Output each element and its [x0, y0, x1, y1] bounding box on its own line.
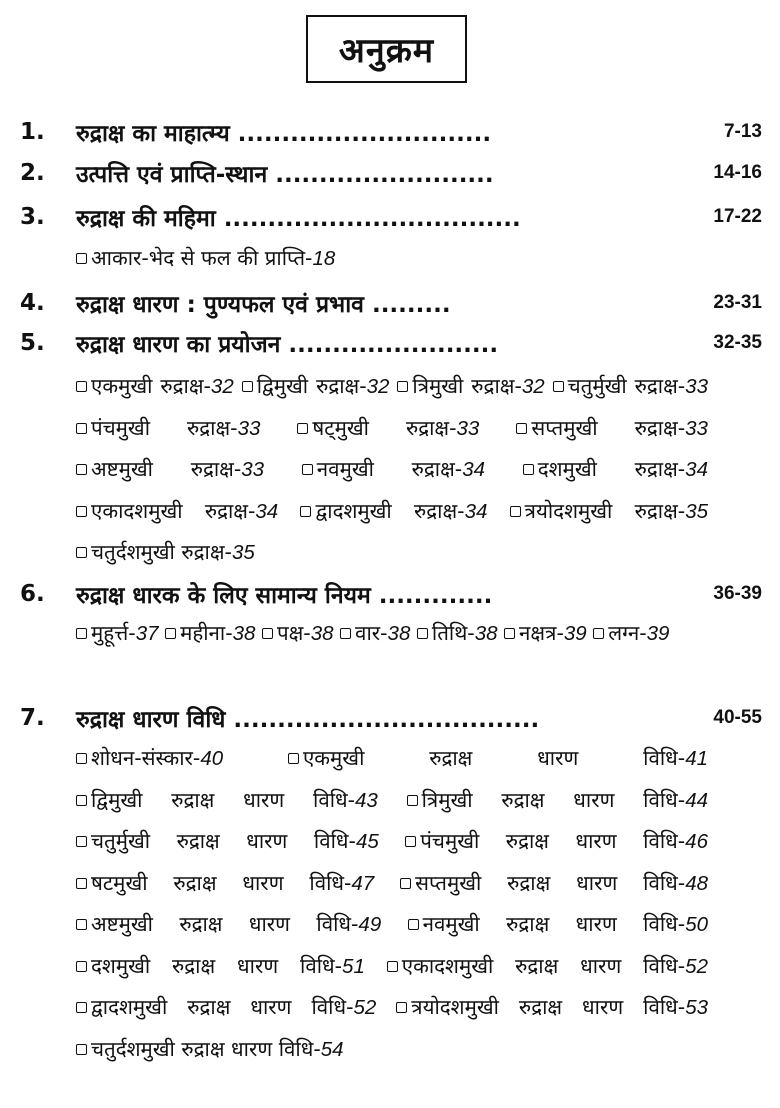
subtopic-item: [76, 374, 234, 398]
subtopic-item: [407, 788, 708, 812]
subtopic-item: [76, 746, 223, 770]
toc-entry: [0, 285, 780, 321]
subtopic-page: 43: [355, 788, 378, 812]
subtopic-item: [165, 621, 255, 645]
subtopic-item: [523, 457, 708, 481]
subtopic-item: [297, 416, 479, 440]
subtopic-text: षट्मुखी रुद्राक्ष-: [312, 415, 457, 440]
subtopic-page: 54: [320, 1037, 344, 1061]
checkbox-bullet-icon: [387, 961, 398, 972]
subtopic-text: तिथि-: [431, 621, 475, 645]
checkbox-bullet-icon: [76, 961, 87, 972]
chapter-title: रुद्राक्ष धारण : पुण्यफल एवं प्रभाव .........: [76, 292, 451, 318]
checkbox-bullet-icon: [76, 381, 87, 392]
subtopic-page: 33: [241, 458, 265, 481]
subtopic-item: [340, 621, 410, 645]
chapter-number: 6.: [20, 581, 45, 607]
subtopic-text: शोधन-संस्कार-: [91, 746, 201, 770]
subtopic-page: 33: [685, 416, 708, 440]
subtopic-text: आकार-भेद से फल की प्राप्ति-: [91, 246, 313, 270]
subtopic-page: 40: [200, 747, 224, 770]
subtopic-page: 34: [462, 458, 485, 481]
subtopic-item: [400, 871, 708, 895]
subtopic-item: [504, 621, 587, 645]
subtopic-text: एकादशमुखी रुद्राक्ष धारण विधि-: [401, 953, 686, 978]
subtopic-text: पंचमुखी रुद्राक्ष-: [91, 415, 238, 440]
subtopic-text: चतुर्मुखी रुद्राक्ष धारण विधि-: [91, 829, 356, 853]
subtopic-item: [76, 912, 381, 936]
subtopic-text: त्रिमुखी रुद्राक्ष धारण विधि-: [421, 787, 686, 812]
subtopic-page: 37: [135, 622, 159, 645]
subtopic-text: द्विमुखी रुद्राक्ष-: [256, 374, 367, 398]
checkbox-bullet-icon: [76, 1002, 87, 1013]
subtopic-item: [76, 871, 374, 895]
subtopic-page: 48: [685, 871, 708, 895]
subtopic-list: [76, 366, 708, 574]
toc-entry: [0, 199, 780, 235]
chapter-number: 2.: [20, 160, 45, 186]
chapter-number: 5.: [20, 330, 45, 356]
toc-entry: [0, 325, 780, 361]
subtopic-page: 34: [464, 499, 488, 523]
subtopic-item: [242, 374, 390, 398]
subtopic-text: नक्षत्र-: [519, 621, 564, 645]
subtopic-page: 32: [521, 375, 545, 398]
checkbox-bullet-icon: [408, 919, 419, 930]
subtopic-item: [76, 540, 255, 564]
subtopic-item: [76, 457, 264, 481]
chapter-title: रुद्राक्ष का माहात्म्य .............................: [76, 121, 492, 147]
subtopic-text: त्रयोदशमुखी रुद्राक्ष-: [524, 498, 686, 523]
subtopic-page: 33: [237, 416, 261, 440]
subtopic-item: [76, 499, 278, 523]
subtopic-page: 35: [231, 541, 255, 564]
subtopic-text: नवमुखी रुद्राक्ष धारण विधि-: [422, 912, 686, 936]
subtopic-page: 38: [310, 622, 334, 645]
chapter-pages: 36-39: [713, 583, 762, 604]
chapter-title: उत्पत्ति एवं प्राप्ति-स्थान .........................: [76, 162, 494, 188]
subtopic-list: [76, 238, 708, 280]
checkbox-bullet-icon: [76, 464, 87, 475]
subtopic-text: चतुर्दशमुखी रुद्राक्ष-: [91, 540, 232, 564]
subtopic-text: नवमुखी रुद्राक्ष-: [316, 457, 463, 481]
subtopic-text: पंचमुखी रुद्राक्ष धारण विधि-: [420, 829, 686, 853]
subtopic-page: 38: [232, 622, 256, 645]
subtopic-item: [76, 621, 159, 645]
chapter-number: 3.: [20, 204, 45, 230]
checkbox-bullet-icon: [76, 423, 87, 434]
checkbox-bullet-icon: [297, 423, 308, 434]
toc-entry: [0, 155, 780, 191]
subtopic-item: [76, 829, 379, 853]
subtopic-item: [288, 746, 708, 770]
subtopic-text: वार-: [355, 621, 388, 645]
subtopic-page: 32: [210, 375, 234, 398]
checkbox-bullet-icon: [76, 878, 87, 889]
subtopic-item: [76, 995, 376, 1019]
subtopic-page: 34: [685, 458, 708, 481]
checkbox-bullet-icon: [76, 547, 87, 558]
subtopic-item: [76, 954, 365, 978]
chapter-pages: 7-13: [723, 121, 762, 142]
subtopic-text: त्रिमुखी रुद्राक्ष-: [412, 374, 522, 398]
subtopic-text: एकमुखी रुद्राक्ष-: [91, 374, 211, 398]
chapter-title: रुद्राक्ष धारक के लिए सामान्य नियम .............: [76, 583, 493, 609]
subtopic-item: [262, 621, 334, 645]
checkbox-bullet-icon: [242, 381, 253, 392]
subtopic-text: द्विमुखी रुद्राक्ष धारण विधि-: [91, 787, 356, 812]
subtopic-text: द्वादशमुखी रुद्राक्ष धारण विधि-: [91, 995, 354, 1019]
subtopic-item: [593, 621, 669, 645]
checkbox-bullet-icon: [397, 381, 408, 392]
subtopic-page: 51: [342, 954, 365, 978]
title-box: [306, 15, 467, 83]
subtopic-text: मुहूर्त्त-: [91, 621, 136, 645]
subtopic-item: [397, 374, 544, 398]
checkbox-bullet-icon: [396, 1002, 407, 1013]
checkbox-bullet-icon: [76, 506, 87, 517]
chapter-pages: 40-55: [713, 707, 762, 728]
subtopic-page: 35: [685, 499, 708, 523]
subtopic-list: [76, 738, 708, 1070]
subtopic-text: त्रयोदशमुखी रुद्राक्ष धारण विधि-: [411, 995, 686, 1019]
subtopic-text: चतुर्मुखी रुद्राक्ष-: [567, 374, 686, 398]
toc-entry: [0, 700, 780, 736]
checkbox-bullet-icon: [516, 423, 527, 434]
subtopic-item: [408, 912, 708, 936]
subtopic-item: [76, 246, 335, 270]
subtopic-text: पक्ष-: [276, 621, 311, 645]
subtopic-item: [405, 829, 708, 853]
subtopic-text: अष्टमुखी रुद्राक्ष धारण विधि-: [91, 912, 359, 936]
checkbox-bullet-icon: [76, 253, 87, 264]
subtopic-text: चतुर्दशमुखी रुद्राक्ष धारण विधि-: [91, 1036, 321, 1061]
checkbox-bullet-icon: [504, 628, 515, 639]
checkbox-bullet-icon: [300, 506, 311, 517]
subtopic-page: 53: [685, 996, 708, 1019]
chapter-number: 7.: [20, 705, 45, 731]
subtopic-text: एकादशमुखी रुद्राक्ष-: [91, 498, 256, 523]
subtopic-page: 33: [456, 416, 480, 440]
checkbox-bullet-icon: [400, 878, 411, 889]
subtopic-item: [387, 954, 708, 978]
subtopic-text: सप्तमुखी रुद्राक्ष धारण विधि-: [415, 870, 686, 895]
checkbox-bullet-icon: [593, 628, 604, 639]
checkbox-bullet-icon: [76, 753, 87, 764]
toc-entry: [0, 114, 780, 150]
subtopic-page: 50: [685, 913, 708, 936]
subtopic-item: [396, 995, 708, 1019]
chapter-number: 1.: [20, 119, 45, 145]
checkbox-bullet-icon: [510, 506, 521, 517]
subtopic-page: 18: [312, 247, 336, 270]
checkbox-bullet-icon: [407, 795, 418, 806]
subtopic-text: सप्तमुखी रुद्राक्ष-: [531, 415, 686, 440]
subtopic-item: [76, 1037, 344, 1061]
subtopic-page: 39: [563, 622, 587, 645]
chapter-pages: 32-35: [713, 332, 762, 353]
chapter-pages: 17-22: [713, 206, 762, 227]
subtopic-page: 52: [353, 996, 377, 1019]
subtopic-text: लग्न-: [608, 621, 647, 645]
subtopic-page: 34: [255, 499, 279, 523]
chapter-pages: 14-16: [713, 162, 762, 183]
subtopic-text: द्वादशमुखी रुद्राक्ष-: [315, 498, 465, 523]
checkbox-bullet-icon: [76, 1044, 87, 1055]
page-title: अनुक्रम: [338, 31, 435, 71]
subtopic-text: दशमुखी रुद्राक्ष-: [537, 457, 686, 481]
subtopic-item: [76, 416, 260, 440]
checkbox-bullet-icon: [76, 628, 87, 639]
subtopic-page: 41: [685, 747, 708, 770]
checkbox-bullet-icon: [302, 464, 313, 475]
checkbox-bullet-icon: [553, 381, 564, 392]
subtopic-page: 33: [685, 375, 708, 398]
subtopic-list: [76, 613, 708, 655]
chapter-number: 4.: [20, 290, 45, 316]
subtopic-page: 39: [646, 622, 670, 645]
subtopic-page: 45: [355, 830, 379, 853]
subtopic-text: अष्टमुखी रुद्राक्ष-: [91, 457, 242, 481]
subtopic-item: [553, 374, 708, 398]
checkbox-bullet-icon: [523, 464, 534, 475]
chapter-title: रुद्राक्ष की महिमा ..................................: [76, 206, 521, 232]
checkbox-bullet-icon: [405, 836, 416, 847]
subtopic-item: [510, 499, 708, 523]
subtopic-page: 32: [366, 375, 390, 398]
subtopic-page: 46: [685, 830, 708, 853]
subtopic-text: दशमुखी रुद्राक्ष धारण विधि-: [91, 953, 343, 978]
subtopic-item: [516, 416, 708, 440]
subtopic-text: महीना-: [180, 621, 233, 645]
checkbox-bullet-icon: [340, 628, 351, 639]
checkbox-bullet-icon: [262, 628, 273, 639]
subtopic-item: [417, 621, 498, 645]
subtopic-text: षटमुखी रुद्राक्ष धारण विधि-: [91, 870, 352, 895]
subtopic-item: [300, 499, 487, 523]
checkbox-bullet-icon: [76, 919, 87, 930]
subtopic-item: [302, 457, 485, 481]
checkbox-bullet-icon: [165, 628, 176, 639]
chapter-title: रुद्राक्ष धारण का प्रयोजन ........................: [76, 332, 499, 358]
subtopic-page: 38: [387, 622, 411, 645]
subtopic-item: [76, 788, 378, 812]
subtopic-page: 49: [358, 913, 382, 936]
checkbox-bullet-icon: [288, 753, 299, 764]
checkbox-bullet-icon: [76, 795, 87, 806]
subtopic-page: 52: [685, 954, 708, 978]
subtopic-page: 38: [474, 622, 498, 645]
subtopic-page: 44: [685, 788, 708, 812]
chapter-pages: 23-31: [713, 292, 762, 313]
chapter-title: रुद्राक्ष धारण विधि ...................................: [76, 707, 540, 733]
checkbox-bullet-icon: [417, 628, 428, 639]
subtopic-text: एकमुखी रुद्राक्ष धारण विधि-: [302, 746, 686, 770]
toc-entry: [0, 576, 780, 612]
subtopic-page: 47: [351, 871, 375, 895]
checkbox-bullet-icon: [76, 836, 87, 847]
